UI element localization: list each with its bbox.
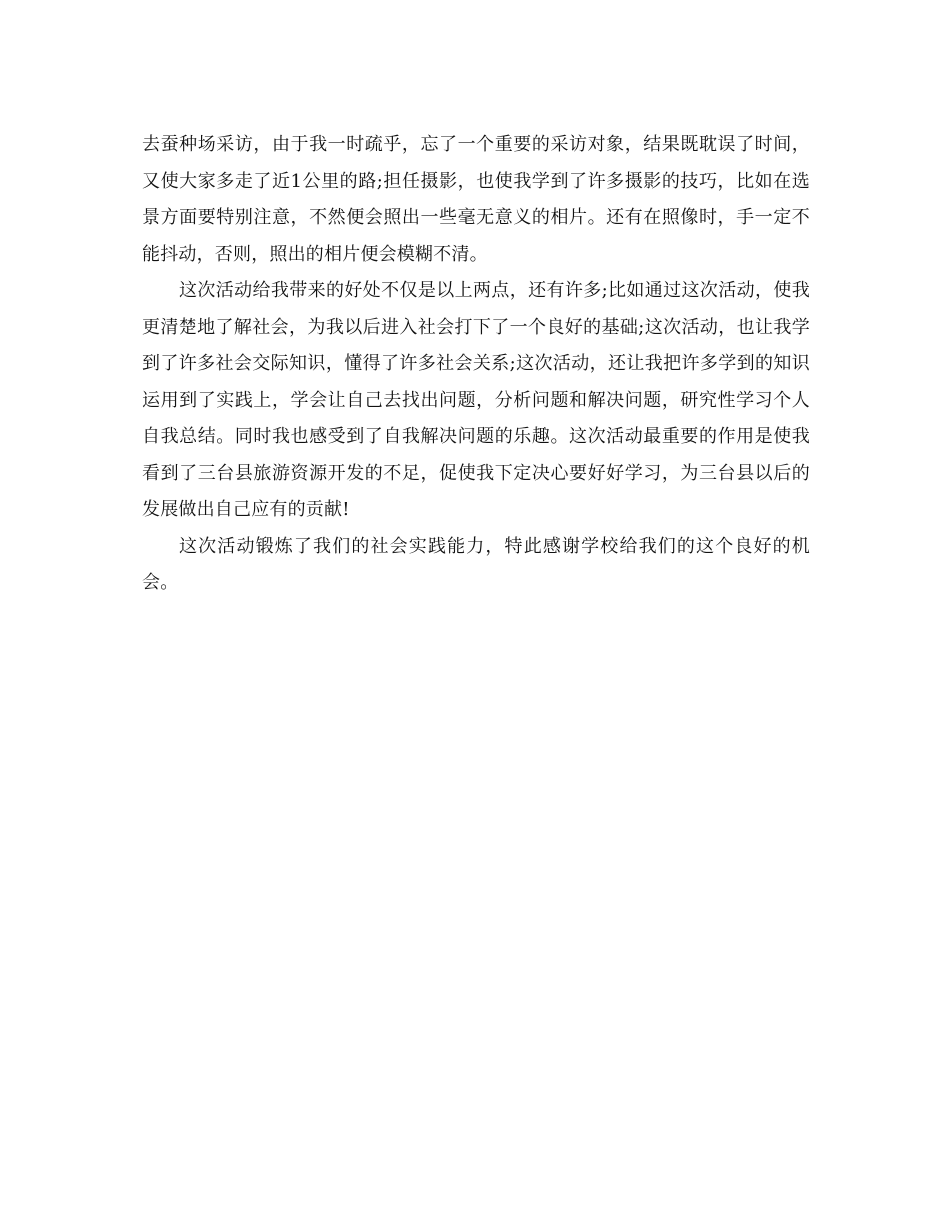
paragraph-2: 这次活动给我带来的好处不仅是以上两点，还有许多;比如通过这次活动，使我更清楚地了解社会，为我以后进入社会打下了一个良好的基础;这次活动，也让我学到了许多社会交际知识，懂得了许多社会关系;这次活动，还让我把许多学到的知识运用到了实践上，学会让自己去找出问题，分析问题和解决问题，研究性学习个人自我总结。同时我也感受到了自我解决问题的乐趣。这次活动最重要的作用是使我看到了三台县旅游资源开发的不足，促使我下定决心要好好学习，为三台县以后的发展做出自己应有的贡献! (142, 280, 810, 520)
paragraph-3: 这次活动锻炼了我们的社会实践能力，特此感谢学校给我们的这个良好的机会。 (142, 535, 810, 593)
document-body (142, 127, 810, 602)
paragraph-1: 去蚕种场采访，由于我一时疏乎，忘了一个重要的采访对象，结果既耽误了时间，又使大家多走了近1公里的路;担任摄影，也使我学到了许多摄影的技巧，比如在选景方面要特别注意，不然便会照出一些毫无意义的相片。还有在照像时，手一定不能抖动，否则，照出的相片便会模糊不清。 (142, 134, 810, 265)
